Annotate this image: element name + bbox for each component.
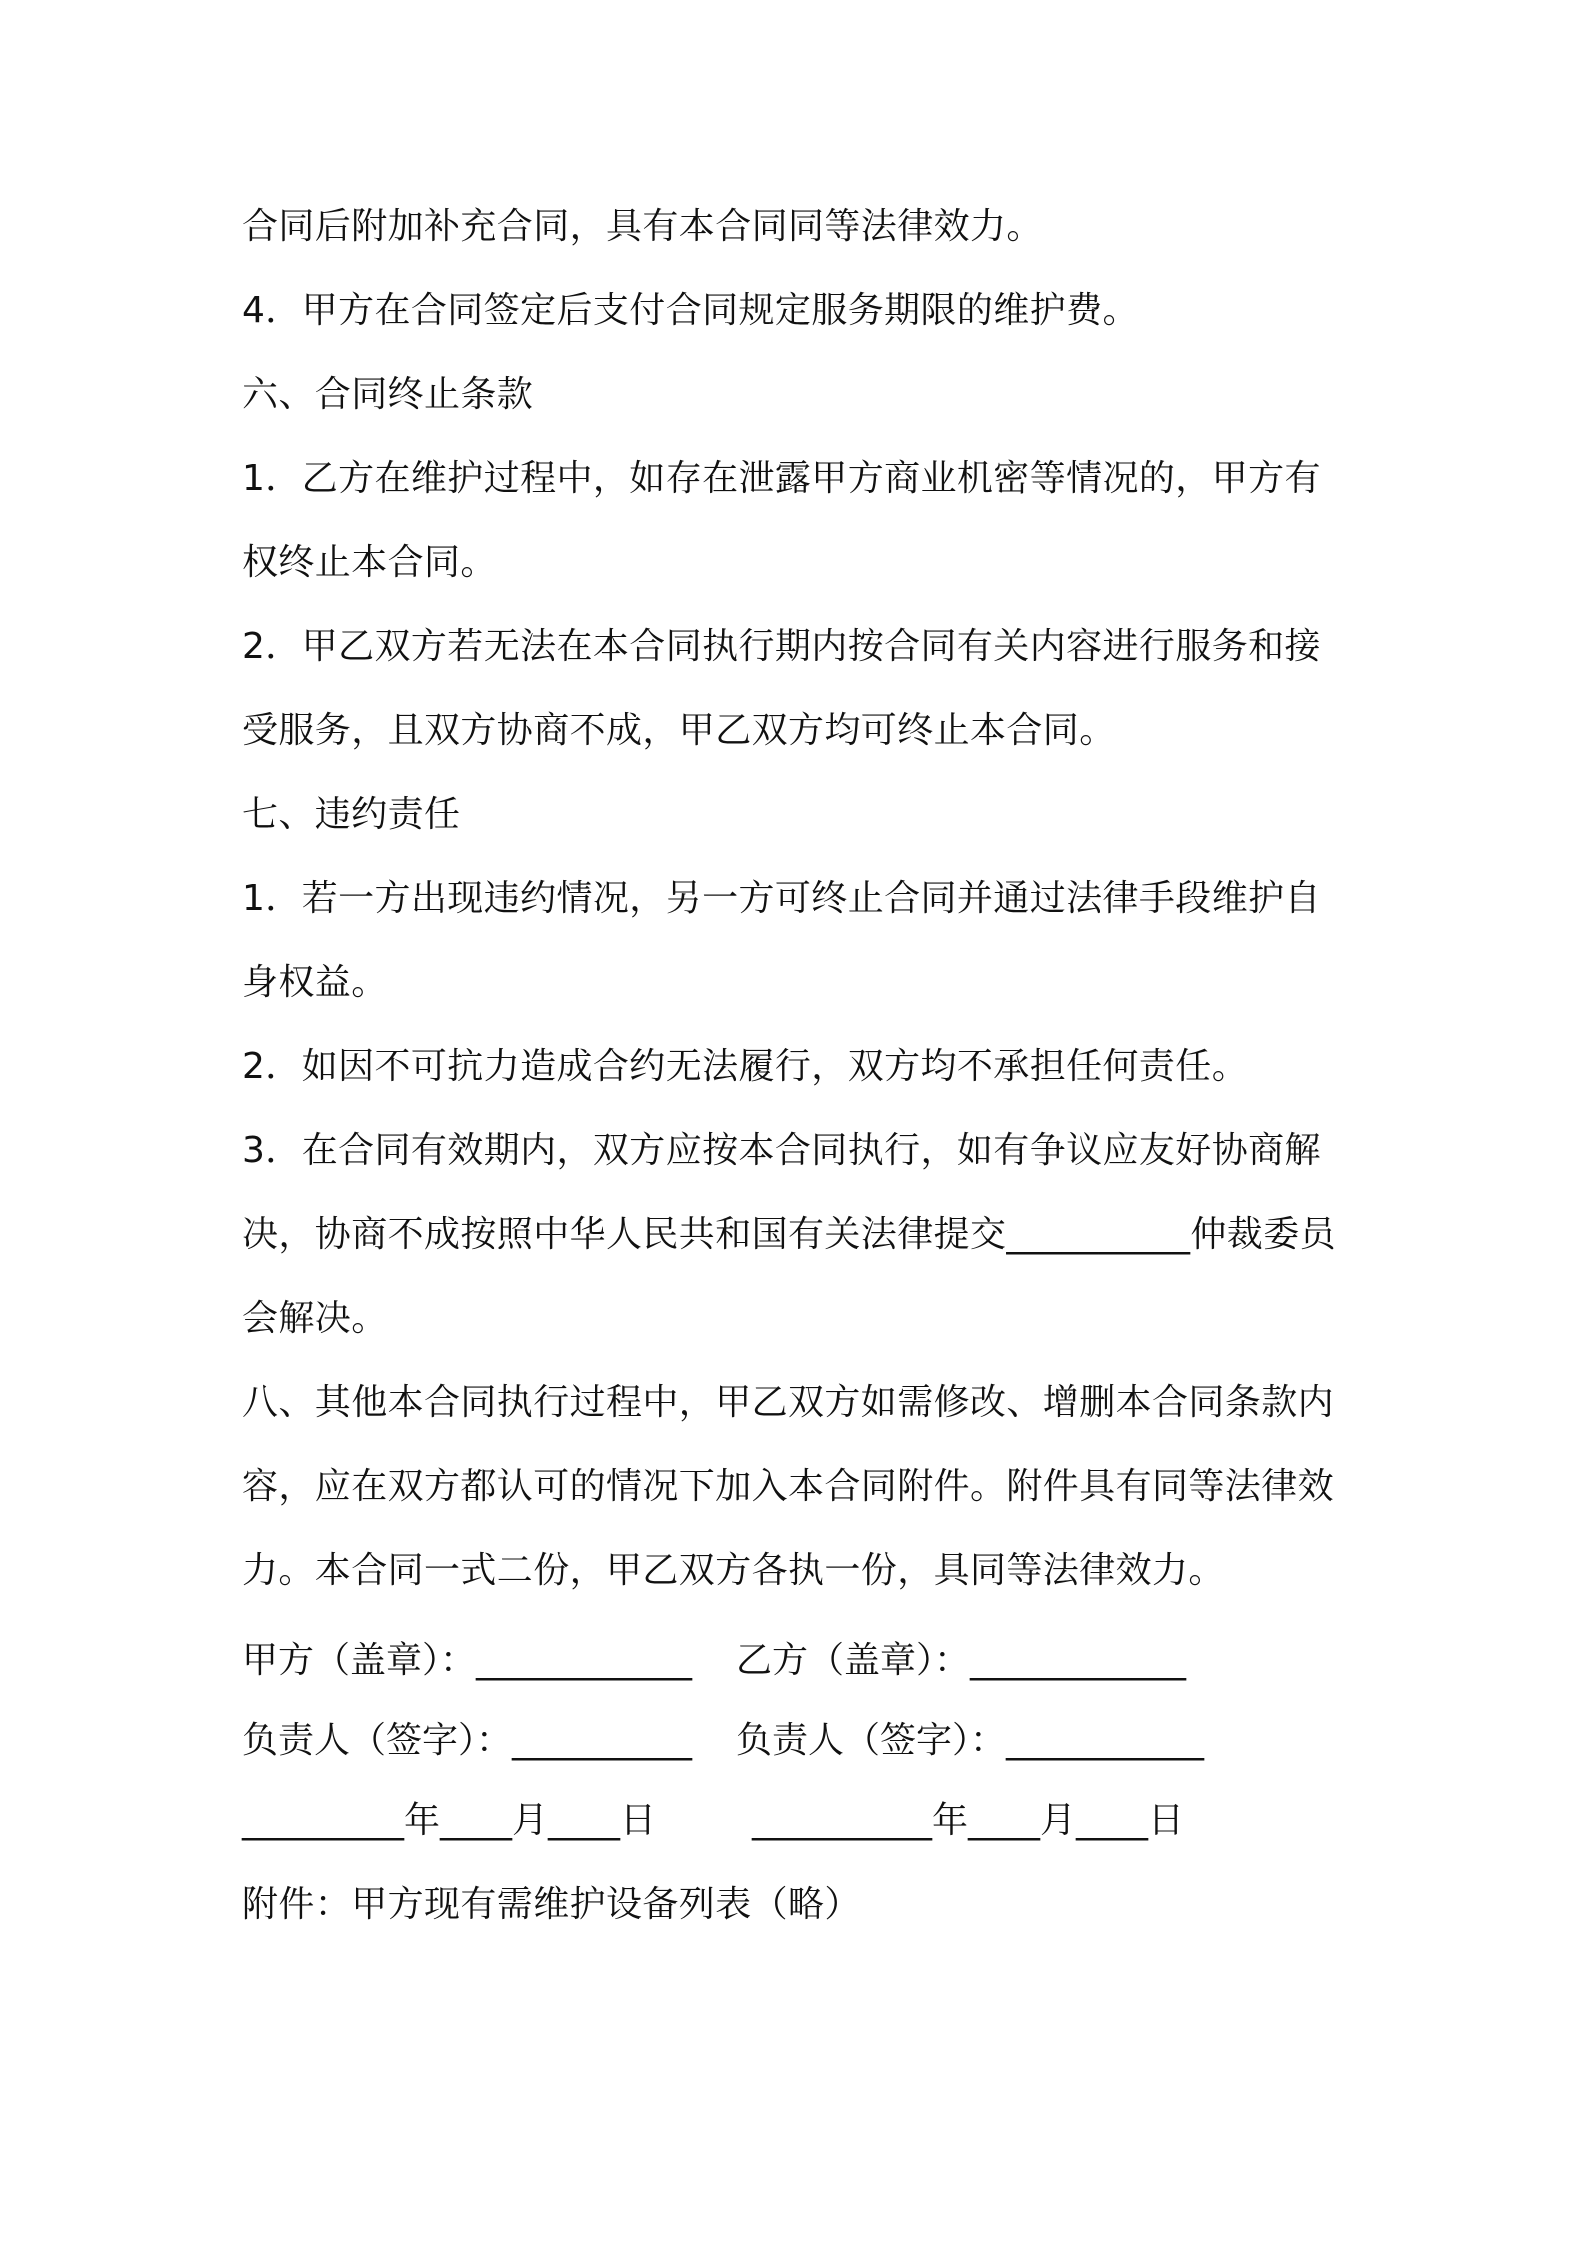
- clause-line: 权终止本合同。: [242, 542, 497, 583]
- section-heading-liability: 七、违约责任: [242, 794, 461, 835]
- section-heading-termination: 六、合同终止条款: [242, 374, 534, 415]
- clause-line: 受服务，且双方协商不成，甲乙双方均可终止本合同。: [242, 710, 1116, 751]
- party-a-date: _________年____月____日: [242, 1800, 656, 1841]
- clause-line: 身权益。: [242, 962, 388, 1003]
- clause-line: 3．在合同有效期内，双方应按本合同执行，如有争议应友好协商解: [242, 1130, 1321, 1171]
- party-b-signer: 负责人（签字）：___________: [736, 1720, 1205, 1761]
- clause-line: 1．乙方在维护过程中，如存在泄露甲方商业机密等情况的，甲方有: [242, 458, 1321, 499]
- paragraph-line: 力。本合同一式二份，甲乙双方各执一份，具同等法律效力。: [242, 1550, 1225, 1591]
- date-row: [242, 1796, 1184, 1846]
- clause-line: 2．如因不可抗力造成合约无法履行，双方均不承担任何责任。: [242, 1046, 1249, 1087]
- clause-line: 2．甲乙双方若无法在本合同执行期内按合同有关内容进行服务和接: [242, 626, 1321, 667]
- clause-line: 4．甲方在合同签定后支付合同规定服务期限的维护费。: [242, 290, 1139, 331]
- party-a-seal: 甲方（盖章）：____________: [242, 1640, 693, 1681]
- seal-row: [242, 1636, 1187, 1686]
- attachment-note: 附件：甲方现有需维护设备列表（略）: [242, 1884, 861, 1925]
- signer-row: [242, 1716, 1205, 1766]
- clause-line: 决，协商不成按照中华人民共和国有关法律提交__________仲裁委员: [242, 1214, 1337, 1255]
- section-heading-other: 八、其他本合同执行过程中，甲乙双方如需修改、增删本合同条款内: [242, 1382, 1335, 1423]
- party-b-date: __________年____月____日: [752, 1800, 1184, 1841]
- clause-line: 会解决。: [242, 1298, 388, 1339]
- clause-line: 1．若一方出现违约情况，另一方可终止合同并通过法律手段维护自: [242, 878, 1321, 919]
- paragraph-line: 容，应在双方都认可的情况下加入本合同附件。附件具有同等法律效: [242, 1466, 1335, 1507]
- party-b-seal: 乙方（盖章）：____________: [736, 1640, 1187, 1681]
- party-a-signer: 负责人（签字）：__________: [242, 1720, 693, 1761]
- paragraph-line: 合同后附加补充合同，具有本合同同等法律效力。: [242, 206, 1043, 247]
